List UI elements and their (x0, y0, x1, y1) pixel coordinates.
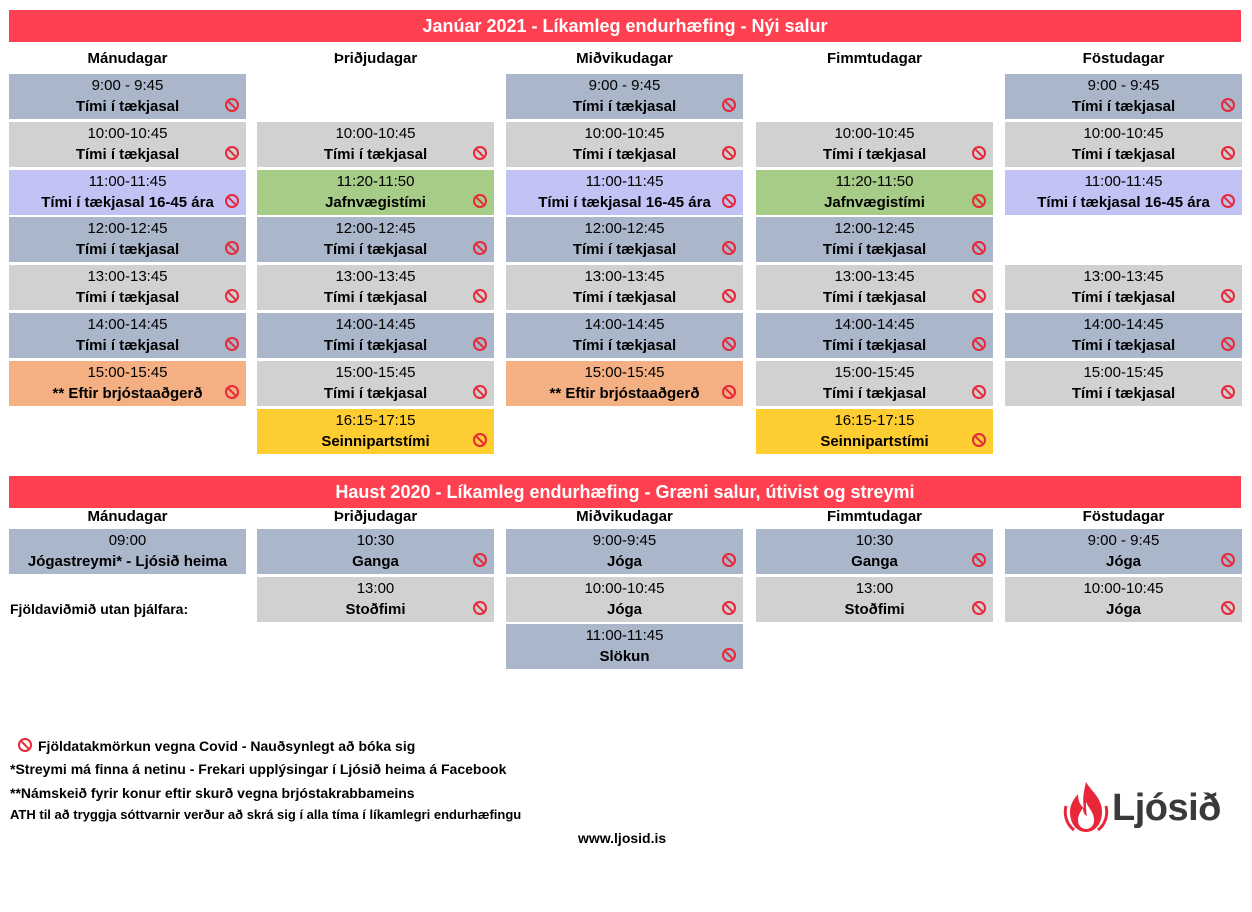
booking-required-icon (473, 601, 487, 615)
slot-title: Tími í tækjasal 16-45 ára (1037, 194, 1210, 211)
booking-required-icon (722, 241, 736, 255)
class-slot[interactable] (506, 313, 743, 358)
class-slot[interactable] (257, 217, 494, 262)
booking-required-icon (722, 385, 736, 399)
class-slot[interactable] (9, 313, 246, 358)
booking-required-icon (1221, 289, 1235, 303)
slot-title: Jóga (606, 601, 642, 618)
slot-time: 10:30 (855, 532, 894, 549)
day-header-thursday: Fimmtudagar (826, 50, 922, 67)
slot-time: 09:00 (108, 532, 147, 549)
slot-time: 10:30 (356, 532, 395, 549)
slot-time: 15:00-15:45 (87, 364, 168, 381)
class-slot[interactable] (506, 624, 743, 669)
section-2-title: Haust 2020 - Líkamleg endurhæfing - Græni salur, útivist og streymi (9, 476, 1241, 508)
day-header-tuesday: Þriðjudagar (333, 508, 418, 525)
booking-required-icon (18, 738, 32, 752)
class-slot[interactable] (506, 217, 743, 262)
slot-time: 15:00-15:45 (335, 364, 416, 381)
slot-title: Tími í tækjasal (822, 385, 927, 402)
booking-required-icon (225, 241, 239, 255)
slot-time: 12:00-12:45 (335, 220, 416, 237)
slot-time: 12:00-12:45 (834, 220, 915, 237)
booking-required-icon (473, 553, 487, 567)
slot-time: 13:00 (356, 580, 395, 597)
class-slot[interactable] (506, 74, 743, 119)
slot-title: Tími í tækjasal 16-45 ára (538, 194, 711, 211)
slot-title: Tími í tækjasal (572, 337, 677, 354)
slot-time: 15:00-15:45 (1083, 364, 1164, 381)
slot-title: Tími í tækjasal (822, 289, 927, 306)
slot-time: 15:00-15:45 (584, 364, 665, 381)
slot-time: 11:00-11:45 (88, 173, 167, 190)
slot-time: 15:00-15:45 (834, 364, 915, 381)
booking-required-icon (972, 433, 986, 447)
slot-title: Tími í tækjasal (572, 241, 677, 258)
class-slot[interactable] (506, 265, 743, 310)
legend-note (8, 736, 415, 756)
booking-required-icon (225, 98, 239, 112)
slot-time: 10:00-10:45 (1083, 580, 1164, 597)
booking-required-icon (1221, 601, 1235, 615)
day-header-tuesday: Þriðjudagar (333, 50, 418, 67)
slot-title: Jógastreymi* - Ljósið heima (27, 553, 228, 570)
class-slot[interactable] (9, 122, 246, 167)
slot-time: 10:00-10:45 (834, 125, 915, 142)
booking-required-icon (722, 98, 736, 112)
booking-required-icon (1221, 194, 1235, 208)
booking-required-icon (972, 601, 986, 615)
class-slot[interactable] (756, 409, 993, 454)
day-header-wednesday: Miðvikudagar (576, 508, 673, 525)
class-slot[interactable] (9, 265, 246, 310)
slot-title: Tími í tækjasal (1071, 146, 1176, 163)
class-slot[interactable] (1005, 265, 1242, 310)
slot-title: Jóga (1105, 601, 1141, 618)
slot-time: 9:00 - 9:45 (1087, 77, 1160, 94)
slot-time: 11:00-11:45 (585, 627, 664, 644)
booking-required-icon (722, 194, 736, 208)
class-slot[interactable] (9, 74, 246, 119)
day-header-friday: Föstudagar (1082, 50, 1165, 67)
slot-time: 11:00-11:45 (1084, 173, 1163, 190)
class-slot[interactable] (1005, 122, 1242, 167)
slot-title: Jóga (1105, 553, 1141, 570)
website-link[interactable]: www.ljosid.is (578, 830, 667, 846)
slot-time: 13:00-13:45 (1083, 268, 1164, 285)
class-slot[interactable] (257, 313, 494, 358)
day-header-thursday: Fimmtudagar (826, 508, 922, 525)
class-slot[interactable] (9, 529, 246, 574)
class-slot[interactable] (506, 361, 743, 406)
slot-time: 9:00 - 9:45 (588, 77, 661, 94)
class-slot[interactable] (9, 217, 246, 262)
slot-time: 9:00 - 9:45 (1087, 532, 1160, 549)
slot-title: Tími í tækjasal (75, 146, 180, 163)
slot-title: Tími í tækjasal (1071, 385, 1176, 402)
class-slot[interactable] (1005, 529, 1242, 574)
logo-text: Ljósið (1112, 787, 1221, 829)
slot-time: 10:00-10:45 (584, 125, 665, 142)
booking-required-icon (1221, 146, 1235, 160)
booking-required-icon (972, 146, 986, 160)
slot-time: 13:00-13:45 (834, 268, 915, 285)
class-slot[interactable] (506, 170, 743, 215)
side-note: Fjöldaviðmið utan þjálfara: (10, 601, 189, 617)
slot-time: 12:00-12:45 (584, 220, 665, 237)
class-slot[interactable] (257, 361, 494, 406)
slot-title: Tími í tækjasal (75, 98, 180, 115)
slot-title: Jafnvægistími (824, 194, 925, 211)
slot-time: 13:00 (855, 580, 894, 597)
class-slot[interactable] (1005, 577, 1242, 622)
class-slot[interactable] (257, 122, 494, 167)
booking-required-icon (1221, 337, 1235, 351)
legend-text: Fjöldatakmörkun vegna Covid - Nauðsynlegt að bóka sig (38, 738, 416, 754)
class-slot[interactable] (9, 361, 246, 406)
booking-required-icon (722, 146, 736, 160)
slot-title: Jóga (606, 553, 642, 570)
slot-title: Tími í tækjasal (75, 289, 180, 306)
day-header-monday: Mánudagar (87, 508, 168, 525)
class-slot[interactable] (1005, 313, 1242, 358)
class-slot[interactable] (257, 170, 494, 215)
booking-required-icon (722, 337, 736, 351)
slot-time: 9:00-9:45 (592, 532, 657, 549)
ath-note: ATH til að tryggja sóttvarnir verður að skrá sig í alla tíma í líkamlegri endurhæfingu (10, 807, 522, 822)
slot-title: Tími í tækjasal (1071, 337, 1176, 354)
slot-title: Tími í tækjasal (572, 98, 677, 115)
booking-required-icon (225, 194, 239, 208)
class-slot[interactable] (756, 361, 993, 406)
slot-time: 11:20-11:50 (835, 173, 914, 190)
slot-time: 13:00-13:45 (87, 268, 168, 285)
class-slot[interactable] (506, 122, 743, 167)
booking-required-icon (473, 337, 487, 351)
slot-time: 13:00-13:45 (584, 268, 665, 285)
class-slot[interactable] (756, 313, 993, 358)
slot-title: Tími í tækjasal 16-45 ára (41, 194, 214, 211)
class-slot[interactable] (756, 577, 993, 622)
booking-required-icon (972, 289, 986, 303)
slot-title: Ganga (851, 553, 898, 570)
slot-title: Tími í tækjasal (1071, 98, 1176, 115)
class-slot[interactable] (1005, 74, 1242, 119)
ljosid-logo (1062, 780, 1232, 836)
class-slot[interactable] (506, 529, 743, 574)
booking-required-icon (722, 289, 736, 303)
slot-time: 10:00-10:45 (335, 125, 416, 142)
slot-time: 14:00-14:45 (87, 316, 168, 333)
slot-title: Tími í tækjasal (75, 241, 180, 258)
slot-title: Ganga (352, 553, 399, 570)
slot-time: 16:15-17:15 (834, 412, 915, 429)
slot-title: Tími í tækjasal (75, 337, 180, 354)
slot-title: Stoðfimi (844, 601, 905, 618)
slot-time: 13:00-13:45 (335, 268, 416, 285)
class-slot[interactable] (257, 409, 494, 454)
booking-required-icon (722, 553, 736, 567)
booking-required-icon (972, 337, 986, 351)
class-slot[interactable] (9, 170, 246, 215)
booking-required-icon (972, 241, 986, 255)
booking-required-icon (473, 146, 487, 160)
class-slot[interactable] (756, 217, 993, 262)
day-header-friday: Föstudagar (1082, 508, 1165, 525)
booking-required-icon (1221, 98, 1235, 112)
slot-time: 12:00-12:45 (87, 220, 168, 237)
class-slot[interactable] (1005, 361, 1242, 406)
booking-required-icon (1221, 553, 1235, 567)
class-slot[interactable] (756, 122, 993, 167)
slot-time: 10:00-10:45 (87, 125, 168, 142)
booking-required-icon (225, 337, 239, 351)
slot-time: 11:00-11:45 (585, 173, 664, 190)
day-header-monday: Mánudagar (87, 50, 168, 67)
class-slot[interactable] (756, 265, 993, 310)
slot-title: Seinnipartstími (321, 433, 430, 450)
booking-required-icon (473, 433, 487, 447)
slot-title: Tími í tækjasal (572, 146, 677, 163)
booking-required-icon (972, 385, 986, 399)
slot-time: 14:00-14:45 (584, 316, 665, 333)
booking-required-icon (473, 194, 487, 208)
class-slot[interactable] (506, 577, 743, 622)
slot-title: Slökun (599, 648, 650, 665)
slot-title: Tími í tækjasal (572, 289, 677, 306)
slot-title: Tími í tækjasal (822, 337, 927, 354)
slot-time: 10:00-10:45 (584, 580, 665, 597)
booking-required-icon (972, 553, 986, 567)
section-1-title: Janúar 2021 - Líkamleg endurhæfing - Nýi salur (9, 10, 1241, 42)
slot-time: 16:15-17:15 (335, 412, 416, 429)
slot-title: Tími í tækjasal (323, 337, 428, 354)
slot-title: ** Eftir brjóstaaðgerð (52, 385, 203, 402)
slot-time: 14:00-14:45 (834, 316, 915, 333)
class-slot[interactable] (1005, 170, 1242, 215)
class-slot[interactable] (756, 170, 993, 215)
booking-required-icon (473, 289, 487, 303)
booking-required-icon (473, 241, 487, 255)
class-slot[interactable] (756, 529, 993, 574)
booking-required-icon (722, 648, 736, 662)
day-header-wednesday: Miðvikudagar (576, 50, 673, 67)
course-note: **Námskeið fyrir konur eftir skurð vegna brjóstakrabbameins (10, 785, 415, 801)
slot-time: 11:20-11:50 (336, 173, 415, 190)
booking-required-icon (225, 289, 239, 303)
slot-title: Tími í tækjasal (822, 241, 927, 258)
booking-required-icon (972, 194, 986, 208)
slot-title: Stoðfimi (345, 601, 406, 618)
class-slot[interactable] (257, 577, 494, 622)
slot-title: Tími í tækjasal (822, 146, 927, 163)
slot-title: Tími í tækjasal (1071, 289, 1176, 306)
slot-time: 9:00 - 9:45 (91, 77, 164, 94)
slot-title: Tími í tækjasal (323, 146, 428, 163)
stream-note: *Streymi má finna á netinu - Frekari upplýsingar í Ljósið heima á Facebook (10, 761, 507, 777)
class-slot[interactable] (257, 265, 494, 310)
slot-title: Tími í tækjasal (323, 289, 428, 306)
booking-required-icon (225, 385, 239, 399)
slot-title: Seinnipartstími (820, 433, 929, 450)
booking-required-icon (1221, 385, 1235, 399)
slot-time: 14:00-14:45 (335, 316, 416, 333)
class-slot[interactable] (257, 529, 494, 574)
slot-title: Tími í tækjasal (323, 385, 428, 402)
slot-time: 10:00-10:45 (1083, 125, 1164, 142)
booking-required-icon (473, 385, 487, 399)
slot-time: 14:00-14:45 (1083, 316, 1164, 333)
booking-required-icon (225, 146, 239, 160)
booking-required-icon (722, 601, 736, 615)
flame-logo-icon (1062, 780, 1110, 836)
slot-title: ** Eftir brjóstaaðgerð (549, 385, 700, 402)
slot-title: Tími í tækjasal (323, 241, 428, 258)
slot-title: Jafnvægistími (325, 194, 426, 211)
